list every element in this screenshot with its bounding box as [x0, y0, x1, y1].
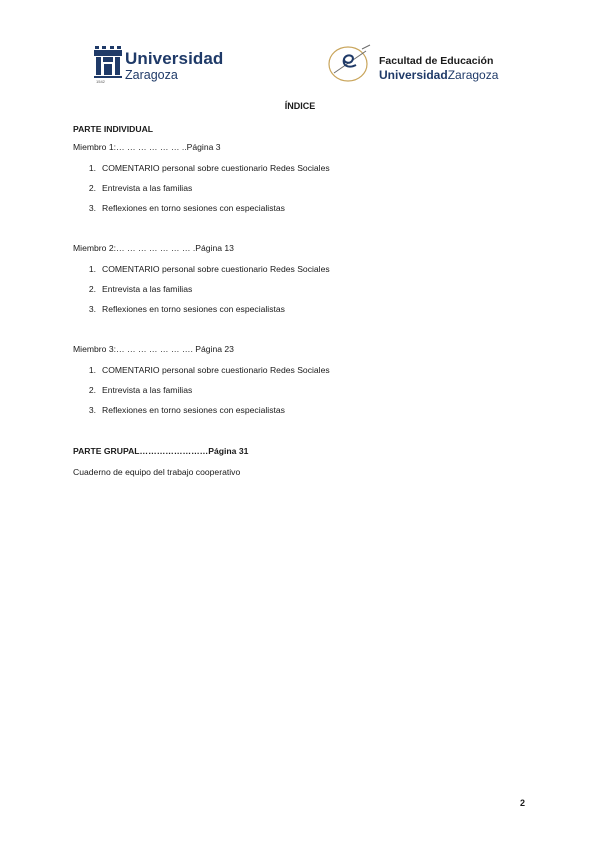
list-item-number: 2. — [88, 183, 96, 193]
section-heading-individual: PARTE INDIVIDUAL — [73, 124, 154, 134]
universidad-zaragoza-logo — [92, 44, 222, 88]
logo-faculty-name: Facultad de Educación — [379, 55, 494, 67]
faculty-emblem-icon — [326, 43, 376, 85]
logo-faculty-university — [379, 68, 498, 82]
list-item-number: 3. — [88, 405, 96, 415]
member-heading: Miembro 3:… … … … … … …. Página 23 — [73, 344, 234, 354]
logo-faculty-university-bold: Universidad — [379, 68, 448, 82]
logo-university-city: Zaragoza — [125, 68, 178, 82]
list-item-number: 1. — [88, 264, 96, 274]
list-item-text: COMENTARIO personal sobre cuestionario Redes Sociales — [102, 163, 330, 173]
list-item-number: 1. — [88, 365, 96, 375]
list-item-text: Reflexiones en torno sesiones con especialistas — [102, 405, 285, 415]
list-item-number: 2. — [88, 385, 96, 395]
list-item-number: 3. — [88, 203, 96, 213]
member-heading: Miembro 2:… … … … … … … .Página 13 — [73, 243, 234, 253]
list-item-number: 1. — [88, 163, 96, 173]
list-item-text: COMENTARIO personal sobre cuestionario Redes Sociales — [102, 365, 330, 375]
university-crest-icon — [92, 44, 124, 84]
list-item-text: Entrevista a las familias — [102, 284, 193, 294]
list-item-number: 3. — [88, 304, 96, 314]
list-item-number: 2. — [88, 284, 96, 294]
list-item-text: Reflexiones en torno sesiones con especialistas — [102, 304, 285, 314]
list-item-text: Reflexiones en torno sesiones con especialistas — [102, 203, 285, 213]
cuaderno-text: Cuaderno de equipo del trabajo cooperativo — [73, 467, 241, 477]
logo-faculty-university-city: Zaragoza — [447, 68, 499, 82]
section-heading-grupal: PARTE GRUPAL……………………Página 31 — [73, 446, 249, 456]
page-title: ÍNDICE — [284, 101, 316, 111]
list-item-text: Entrevista a las familias — [102, 385, 193, 395]
list-item-text: COMENTARIO personal sobre cuestionario Redes Sociales — [102, 264, 330, 274]
list-item-text: Entrevista a las familias — [102, 183, 193, 193]
logo-university-name: Universidad — [125, 49, 224, 68]
logo-year: 1542 — [96, 79, 105, 84]
member-heading: Miembro 1:… … … … … … ..Página 3 — [73, 142, 221, 152]
page-number: 2 — [520, 798, 526, 808]
facultad-educacion-logo — [326, 43, 499, 85]
